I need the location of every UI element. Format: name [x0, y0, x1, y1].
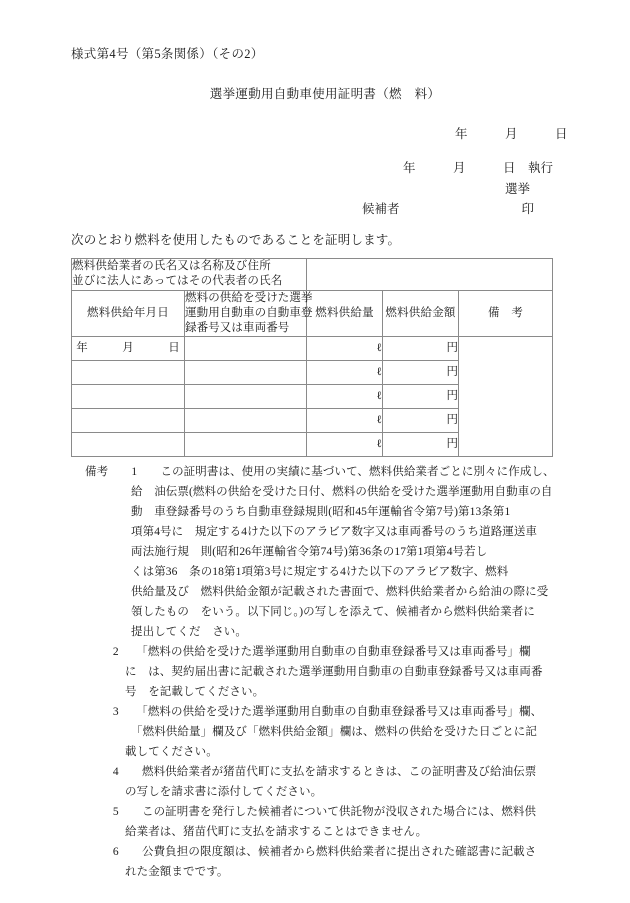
fuel-supply-table: [71, 258, 553, 457]
cell-amount-3[interactable]: 円: [383, 385, 459, 409]
note-continuation-line: 給業者は、猪苗代町に支払を請求することはできません。: [125, 826, 428, 838]
election-date-field: 年 月 日 執行: [403, 161, 554, 175]
cell-remarks[interactable]: [459, 337, 553, 457]
note-text: この証明書は、使用の実績に基づいて、燃料供給業者ごとに別々に作成し、: [160, 466, 555, 478]
candidate-label: 候補者: [362, 202, 400, 216]
cell-quantity-3[interactable]: ℓ: [307, 385, 383, 409]
note-item-4: [113, 762, 565, 782]
document-title: 選挙運動用自動車使用証明書（燃 料）: [209, 87, 441, 101]
supplier-header-line1: 燃料供給業者の氏名又は名称及び住所: [72, 260, 271, 272]
note-item-5: [113, 802, 565, 822]
note-continuation-line: 「燃料供給量」欄及び「燃料供給金額」欄は、燃料の供給を受けた日ごとに記: [131, 726, 537, 738]
fuel-supply-table-wrap: [71, 258, 552, 457]
note-continuation-line: れた金額までです。: [125, 866, 229, 878]
note-text: 「燃料の供給を受けた選挙運動用自動車の自動車登録番号又は車両番号」欄: [141, 646, 531, 658]
note-number-5: 5: [112, 806, 142, 818]
notes-label: 備考: [85, 466, 132, 478]
column-header-vehicle-number: [185, 290, 313, 337]
note-item-3: [113, 702, 565, 722]
cell-amount-2[interactable]: 円: [383, 361, 459, 385]
note-number-4: 4: [112, 766, 142, 778]
note-number-2: 2: [112, 646, 142, 658]
note-continuation-line: 供給量及び 燃料供給金額が記載された書面で、燃料供給業者から給油の際に受: [131, 586, 549, 598]
seal-mark: 印: [521, 202, 534, 216]
note-text: 公費負担の限度額は、候補者から燃料供給業者に提出された確認書に記載さ: [141, 846, 537, 858]
cell-date-4[interactable]: [72, 409, 185, 433]
supplier-name-header: [72, 259, 307, 291]
column-header-quantity: 燃料供給量: [307, 290, 383, 337]
note-continuation-line: くは第36 条の18第1項第3号に規定する4けた以下のアラビア数字、燃料: [131, 566, 509, 578]
note-continuation-line: に は、契約届出書に記載された選挙運動用自動車の自動車登録番号又は車両番: [125, 666, 543, 678]
notes-label-line: [85, 462, 565, 482]
form-code: 様式第4号（第5条関係）（その2）: [71, 47, 264, 61]
cell-vehicle-4[interactable]: [185, 409, 307, 433]
column-header-remarks: 備 考: [459, 290, 553, 337]
candidate-row: [362, 199, 534, 217]
cell-amount-4[interactable]: 円: [383, 409, 459, 433]
note-continuation-line: 載してください。: [125, 746, 218, 758]
note-number-1: 1: [131, 466, 161, 478]
cell-date-2[interactable]: [72, 361, 185, 385]
cell-date-1[interactable]: 年 月 日: [72, 337, 185, 361]
note-item-2: [113, 642, 565, 662]
note-continuation-line: 領したもの をいう。以下同じ。)の写しを添えて、候補者から燃料供給業者に: [131, 606, 535, 618]
cell-quantity-1[interactable]: ℓ: [307, 337, 383, 361]
note-continuation-line: 項第4号に 規定する4けた以下のアラビア数字又は車両番号のうち道路運送車: [131, 526, 538, 538]
note-text: この証明書を発行した候補者について供託物が没収された場合には、燃料供: [141, 806, 537, 818]
note-text: 燃料供給業者が猪苗代町に支払を請求するときは、この証明書及び給油伝票: [141, 766, 537, 778]
note-continuation-line: 動 車登録番号のうち自動車登録規則(昭和45年運輸省令第7号)第13条第1: [131, 506, 511, 518]
supplier-header-line2: 並びに法人にあってはその代表者の氏名: [72, 275, 283, 288]
table-row: [72, 337, 553, 361]
note-continuation-line: 提出してくだ さい。: [131, 626, 247, 638]
note-number-3: 3: [112, 706, 142, 718]
vehicle-header-line3: 録番号又は車両番号: [185, 322, 290, 335]
table-row-supplier-header: [72, 259, 553, 291]
note-continuation-line: 号 を記載してください。: [125, 686, 265, 698]
cell-date-3[interactable]: [72, 385, 185, 409]
cell-vehicle-2[interactable]: [185, 361, 307, 385]
cell-amount-1[interactable]: 円: [383, 337, 459, 361]
cell-quantity-2[interactable]: ℓ: [307, 361, 383, 385]
note-number-6: 6: [112, 846, 142, 858]
cell-amount-5[interactable]: 円: [383, 433, 459, 457]
column-header-amount: 燃料供給金額: [383, 290, 459, 337]
vehicle-header-line1: 燃料の供給を受けた選挙: [185, 291, 313, 304]
cell-vehicle-3[interactable]: [185, 385, 307, 409]
cell-vehicle-1[interactable]: [185, 337, 307, 361]
note-item-6: [113, 842, 565, 862]
cell-vehicle-5[interactable]: [185, 433, 307, 457]
note-text: 「燃料の供給を受けた選挙運動用自動車の自動車登録番号又は車両番号」欄、: [141, 706, 543, 718]
notes-section: [85, 462, 565, 882]
issue-date-field: 年 月 日: [455, 127, 568, 141]
cell-date-5[interactable]: [72, 433, 185, 457]
column-header-date: 燃料供給年月日: [72, 290, 185, 337]
cell-quantity-5[interactable]: ℓ: [307, 433, 383, 457]
vehicle-header-line2: 運動用自動車の自動車登: [185, 306, 313, 319]
cell-quantity-4[interactable]: ℓ: [307, 409, 383, 433]
certification-statement: 次のとおり燃料を使用したものであることを証明します。: [71, 233, 401, 247]
election-label: 選挙: [505, 182, 531, 196]
table-row-column-headers: [72, 290, 553, 337]
supplier-name-input-cell[interactable]: [307, 259, 553, 291]
note-continuation-line: 給 油伝票(燃料の供給を受けた日付、燃料の供給を受けた選挙運動用自動車の自: [131, 486, 553, 498]
note-continuation-line: の写しを請求書に添付してください。: [125, 786, 323, 798]
note-continuation-line: 両法施行規 則(昭和26年運輸省令第74号)第36条の17第1項第4号若し: [131, 546, 488, 558]
